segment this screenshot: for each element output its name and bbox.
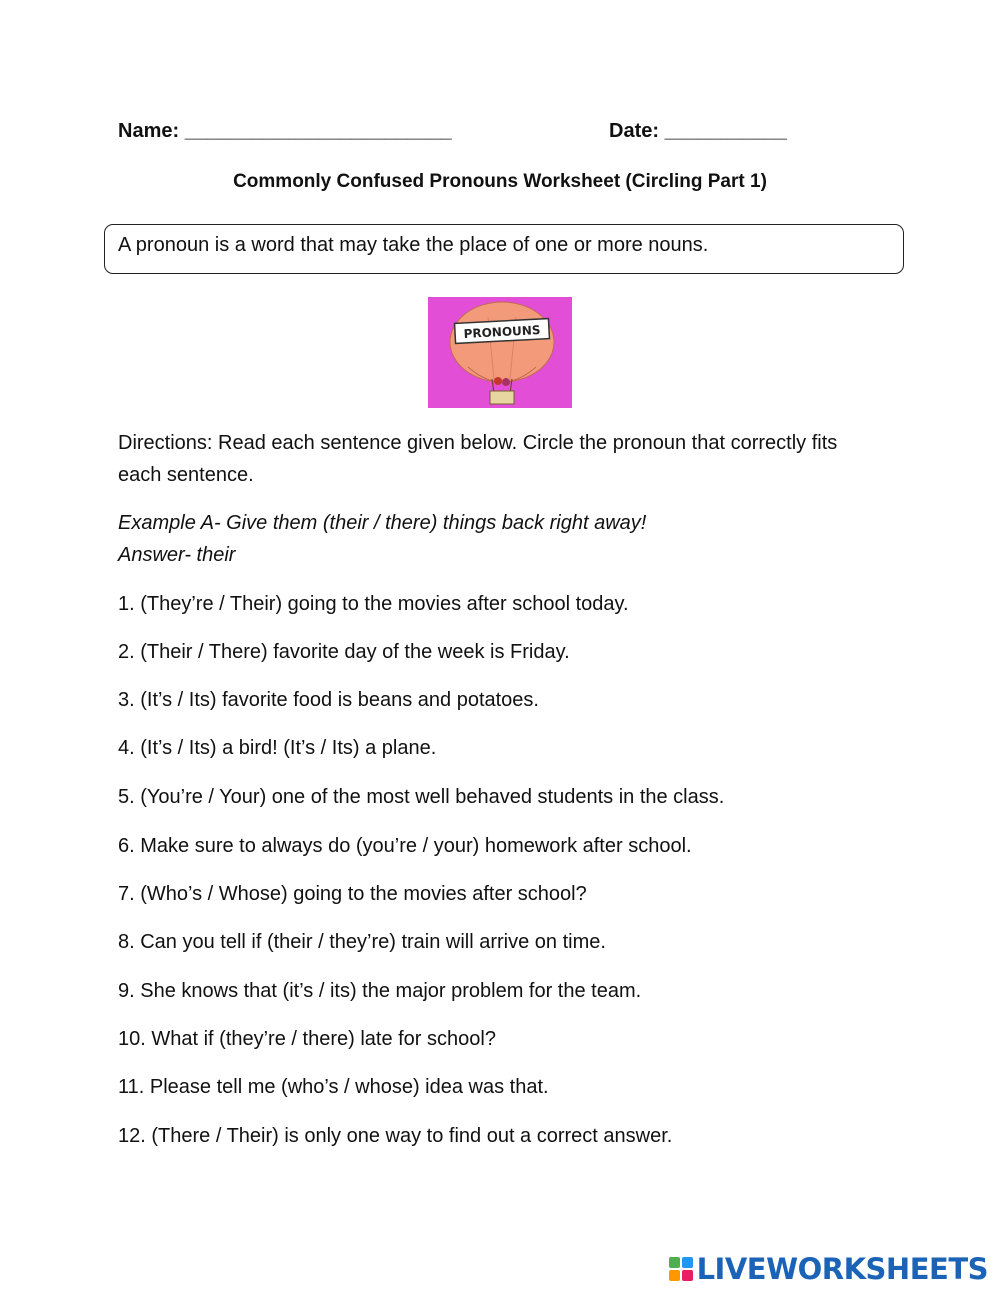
question-item: 4. (It’s / Its) a bird! (It’s / Its) a plane. [118,737,437,759]
balloon-sign-text: PRONOUNS [463,322,541,342]
question-item: 7. (Who’s / Whose) going to the movies after school? [118,883,587,905]
directions-line-1: Directions: Read each sentence given below. Circle the pronoun that correctly fits [118,432,838,454]
example-answer: Answer- their [118,544,236,566]
liveworksheets-icon [668,1256,694,1282]
directions-line-2: each sentence. [118,464,254,486]
pronouns-balloon-image [428,297,572,408]
question-item: 12. (There / Their) is only one way to find out a correct answer. [118,1125,673,1147]
question-item: 3. (It’s / Its) favorite food is beans and potatoes. [118,689,539,711]
question-item: 1. (They’re / Their) going to the movies after school today. [118,593,629,615]
liveworksheets-logo[interactable] [668,1252,988,1286]
liveworksheets-wordmark: LIVEWORKSHEETS [696,1252,988,1286]
question-item: 9. She knows that (it’s / its) the major problem for the team. [118,980,642,1002]
question-item: 2. (Their / There) favorite day of the week is Friday. [118,641,570,663]
balloon-basket [490,391,514,404]
question-item: 6. Make sure to always do (you’re / your) homework after school. [118,835,692,857]
question-item: 10. What if (they’re / there) late for school? [118,1028,496,1050]
question-item: 11. Please tell me (who’s / whose) idea was that. [118,1076,549,1098]
definition-text: A pronoun is a word that may take the place of one or more nouns. [118,234,709,256]
question-item: 5. (You’re / Your) one of the most well behaved students in the class. [118,786,725,808]
question-item: 8. Can you tell if (their / they’re) train will arrive on time. [118,931,606,953]
page-title: Commonly Confused Pronouns Worksheet (Circling Part 1) [233,171,767,192]
example-sentence: Example A- Give them (their / there) things back right away! [118,512,647,534]
date-field-label: Date: ___________ [609,120,787,142]
name-field-label: Name: ________________________ [118,120,452,142]
